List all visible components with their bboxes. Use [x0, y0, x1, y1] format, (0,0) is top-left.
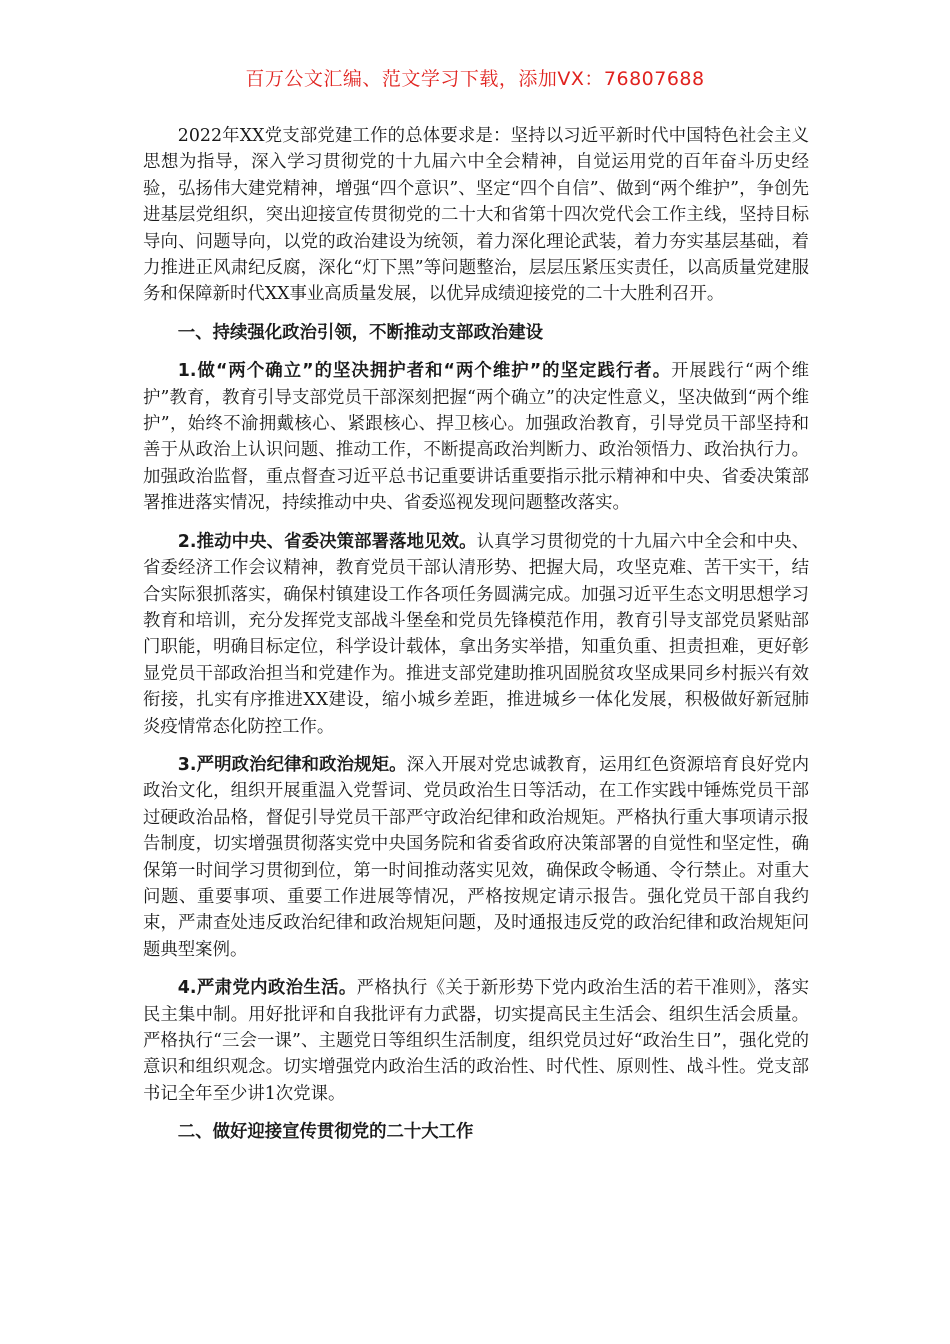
item-2-body: 认真学习贯彻党的十九届六中全会和中央、省委经济工作会议精神，教育党员干部认清形势、把握大局，攻坚克难、苦干实干，结合实际狠抓落实，确保村镇建设工作各项任务圆满完成。加强习近平生态文明思想学习教育和培训，充分发挥党支部战斗堡垒和党员先锋模范作用，教育引导支部党员紧贴部门职能，明确目标定位，科学设计载体，拿出务实举措，知重负重、担责担难，更好彰显党员干部政治担当和党建作为。推进支部党建助推巩固脱贫攻坚成果同乡村振兴有效衔接，扎实有序推进XX建设，缩小城乡差距，推进城乡一体化发展，积极做好新冠肺炎疫情常态化防控工作。 — [143, 531, 809, 737]
section-1-item-3 — [143, 752, 809, 963]
section-2-heading: 二、做好迎接宣传贯彻党的二十大工作 — [177, 1122, 474, 1143]
item-2-lead: 2.推动中央、省委决策部署落地见效。 — [177, 531, 477, 552]
promo-banner: 百万公文汇编、范文学习下载，添加VX：76807688 — [245, 68, 705, 90]
section-1-item-2 — [143, 529, 809, 740]
item-1-lead: 1.做“两个确立”的坚决拥护者和“两个维护”的坚定践行者。 — [177, 361, 672, 382]
section-1-item-1 — [143, 358, 809, 516]
document-body — [143, 123, 809, 1158]
item-3-lead: 3.严明政治纪律和政治规矩。 — [177, 754, 407, 775]
intro-paragraph: 2022年XX党支部党建工作的总体要求是：坚持以习近平新时代中国特色社会主义思想为指导，深入学习贯彻党的十九届六中全会精神，自觉运用党的百年奋斗历史经验，弘扬伟大建党精神，增强“四个意识”、坚定“四个自信”、做到“两个维护”，争创先进基层党组织，突出迎接宣传贯彻党的二十大和省第十四次党代会工作主线，坚持目标导向、问题导向，以党的政治建设为统领，着力深化理论武装，着力夯实基层基础，着力推进正风肃纪反腐，深化“灯下黑”等问题整治，层层压紧压实责任，以高质量党建服务和保障新时代XX事业高质量发展，以优异成绩迎接党的二十大胜利召开。 — [143, 126, 809, 305]
section-1-item-4 — [143, 975, 809, 1107]
item-4-body: 严格执行《关于新形势下党内政治生活的若干准则》，落实民主集中制。用好批评和自我批评有力武器，切实提高民主生活会、组织生活会质量。严格执行“三会一课”、主题党日等组织生活制度，组织党员过好“政治生日”，强化党的意识和组织观念。切实增强党内政治生活的政治性、时代性、原则性、战斗性。党支部书记全年至少讲1次党课。 — [143, 978, 809, 1104]
item-1-body: 开展践行“两个维护”教育，教育引导支部党员干部深刻把握“两个确立”的决定性意义，坚决做到“两个维护”，始终不渝拥戴核心、紧跟核心、捍卫核心。加强政治教育，引导党员干部坚持和善于从政治上认识问题、推动工作，不断提高政治判断力、政治领悟力、政治执行力。加强政治监督，重点督查习近平总书记重要讲话重要指示批示精神和中央、省委决策部署推进落实情况，持续推动中央、省委巡视发现问题整改落实。 — [143, 361, 809, 514]
section-1-heading: 一、持续强化政治引领，不断推动支部政治建设 — [177, 322, 544, 343]
item-4-lead: 4.严肃党内政治生活。 — [177, 978, 357, 999]
item-3-body: 深入开展对党忠诚教育，运用红色资源培育良好党内政治文化，组织开展重温入党誓词、党员政治生日等活动，在工作实践中锤炼党员干部过硬政治品格，督促引导党员干部严守政治纪律和政治规矩。严格执行重大事项请示报告制度，切实增强贯彻落实党中央国务院和省委省政府决策部署的自觉性和坚定性，确保第一时间学习贯彻到位，第一时间推动落实见效，确保政令畅通、令行禁止。对重大问题、重要事项、重要工作进展等情况，严格按规定请示报告。强化党员干部自我约束，严肃查处违反政治纪律和政治规矩问题，及时通报违反党的政治纪律和政治规矩问题典型案例。 — [143, 754, 809, 960]
